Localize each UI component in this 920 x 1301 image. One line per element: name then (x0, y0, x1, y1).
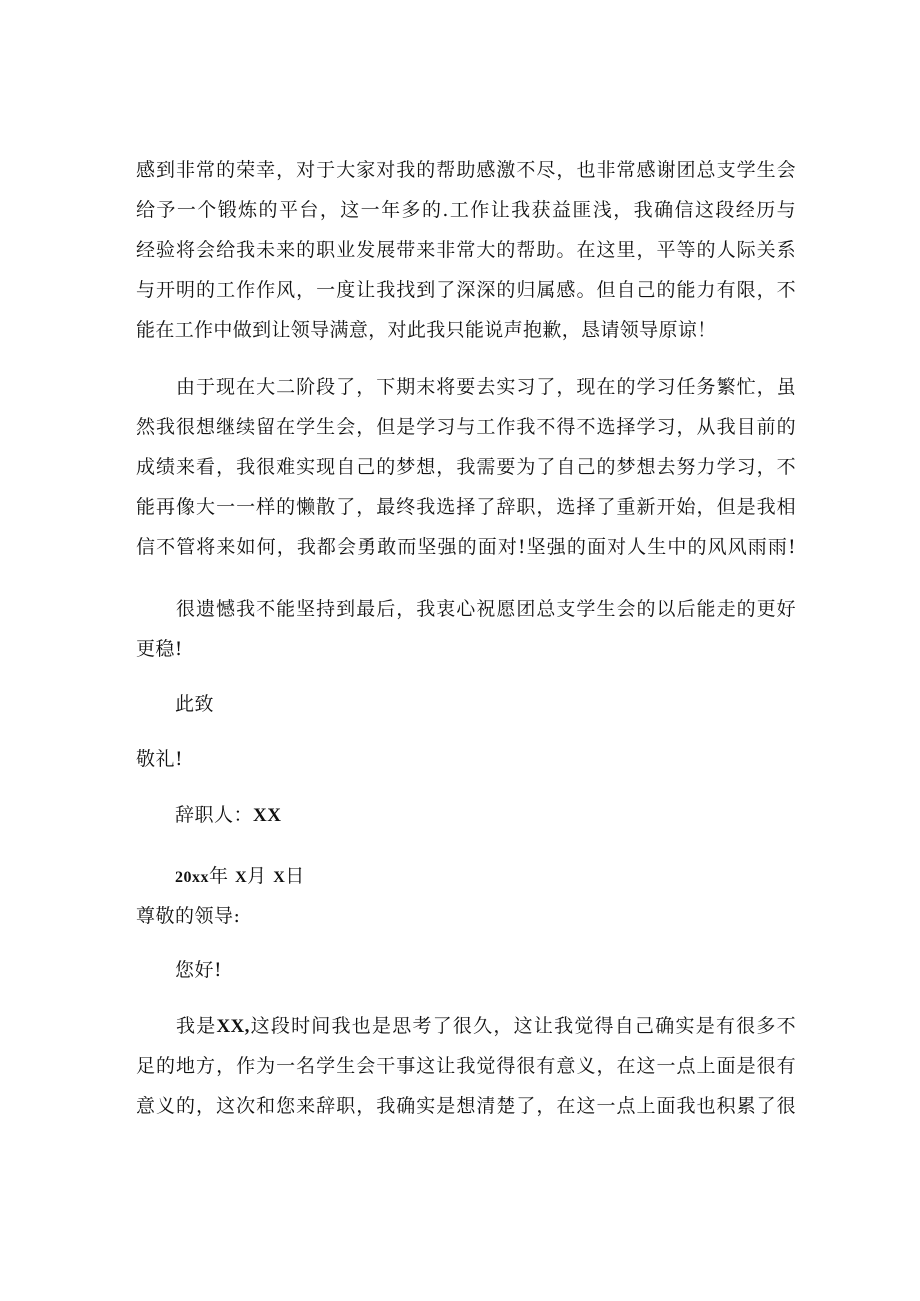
paragraph-line: 经验将会给我未来的职业发展带来非常大的帮助。在这里，平等的人际关系 (136, 239, 796, 261)
date-year: 20xx (175, 869, 209, 886)
signature-line (175, 801, 281, 830)
paragraph-line: 更稳! (136, 638, 183, 660)
paragraph-line (136, 1012, 796, 1052)
salute-text: 敬礼! (136, 748, 184, 770)
paragraph-line: 给予一个锻炼的平台，这一年多的.工作让我获益匪浅，我确信这段经历与 (136, 199, 796, 221)
letter-greeting: 您好! (175, 959, 223, 981)
signature-name: XX (253, 805, 282, 826)
paragraph-line: 然我很想继续留在学生会，但是学习与工作我不得不选择学习，从我目前的 (136, 416, 796, 438)
paragraph-line: 与开明的工作作风，一度让我找到了深深的归属感。但自己的能力有限，不 (136, 279, 796, 301)
paragraph-gratitude (136, 156, 796, 356)
body-rest: 这段时间我也是思考了很久，这让我觉得自己确实是有很多不 (249, 1015, 796, 1037)
date-month: X (235, 869, 248, 886)
signature-label: 辞职人： (175, 804, 254, 826)
paragraph-reason (136, 373, 796, 573)
date-month-suffix: 月 (247, 865, 267, 887)
paragraph-line: 足的地方，作为一名学生会干事这让我觉得很有意义，在这一点上面是很有 (136, 1055, 796, 1077)
paragraph-line: 由于现在大二阶段了，下期末将要去实习了，现在的学习任务繁忙，虽 (176, 376, 796, 398)
paragraph-line: 能再像大一一样的懒散了，最终我选择了辞职，选择了重新开始，但是我相 (136, 496, 796, 518)
paragraph-line: 成绩来看，我很难实现自己的梦想，我需要为了自己的梦想去努力学习，不 (136, 456, 796, 478)
closing-text: 此致 (175, 693, 215, 715)
date-day-suffix: 日 (285, 865, 305, 887)
letter-salutation: 尊敬的领导: (136, 905, 241, 927)
paragraph-line: 意义的，这次和您来辞职，我确实是想清楚了，在这一点上面我也积累了很 (136, 1095, 796, 1117)
paragraph-line: 很遗憾我不能坚持到最后，我衷心祝愿团总支学生会的以后能走的更好 (176, 598, 796, 620)
paragraph-wishes (136, 595, 796, 675)
paragraph-line: 感到非常的荣幸，对于大家对我的帮助感激不尽，也非常感谢团总支学生会 (136, 159, 796, 181)
body-name: XX, (216, 1016, 250, 1037)
body-prefix: 我是 (176, 1015, 217, 1037)
date-year-suffix: 年 (209, 865, 229, 887)
date-day: X (273, 869, 286, 886)
date-line (175, 862, 305, 892)
paragraph-line: 能在工作中做到让领导满意，对此我只能说声抱歉，恳请领导原谅！ (136, 319, 717, 341)
paragraph-letter-body (136, 1012, 796, 1132)
paragraph-line: 信不管将来如何，我都会勇敢而坚强的面对!坚强的面对人生中的风风雨雨! (136, 536, 796, 558)
